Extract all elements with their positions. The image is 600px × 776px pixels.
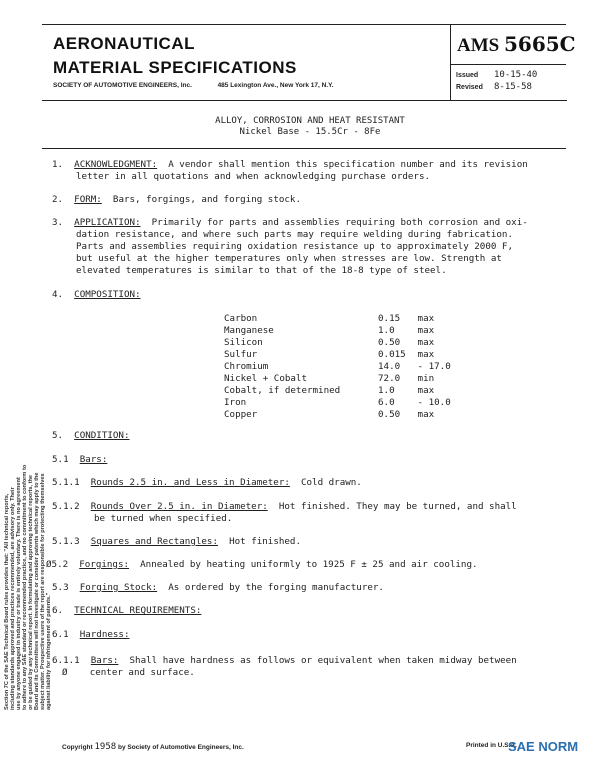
section-3-cont: dation resistance, and where such parts may require welding during fabrication. — [76, 229, 513, 240]
header-society — [53, 82, 334, 89]
section-3: 3. APPLICATION: Primarily for parts and assemblies requiring both corrosion and oxi- — [52, 217, 528, 228]
legal-line: to adhere to any SAE standard or recommended practice, and no commitment to conform to — [22, 464, 28, 710]
section-5-2: Ø5.2 Forgings: Annealed by heating uniformly to 1925 F ± 25 and air cooling. — [46, 559, 478, 570]
section-3-cont: elevated temperatures is similar to that of the 18-8 type of steel. — [76, 265, 447, 276]
title-line1: ALLOY, CORROSION AND HEAT RESISTANT — [215, 116, 405, 126]
header-title-line2: MATERIAL SPECIFICATIONS — [53, 58, 297, 77]
section-5-1-1-head: Rounds 2.5 in. and Less in Diameter: — [90, 477, 290, 488]
legal-line: or be guided by any technical report. In formulating and approving technical reports, the — [28, 475, 34, 710]
composition-row: Sulfur 0.015 max — [224, 349, 435, 360]
section-3-cont: Parts and assemblies requiring oxidation resistance up to approximately 2000 F, — [76, 241, 513, 252]
legal-line: subject matter. Prospective users of the report are responsible for protecting themselves — [40, 473, 46, 710]
issued-date: 10-15-40 — [494, 70, 538, 80]
footer-printed: Printed in U.S.A. — [466, 742, 517, 749]
section-5-1-2: 5.1.2 Rounds Over 2.5 in. in Diameter: Hot finished. They may be turned, and shall — [52, 501, 517, 512]
section-4: 4. COMPOSITION: — [52, 289, 141, 300]
section-1-cont: letter in all quotations and when acknowledging purchase orders. — [76, 171, 431, 182]
section-5-1-head: Bars: — [79, 454, 108, 465]
composition-row: Silicon 0.50 max — [224, 337, 435, 348]
title-rule — [42, 148, 566, 149]
ams-divider — [450, 64, 566, 65]
issued-label: Issued — [456, 72, 479, 79]
society-address: 485 Lexington Ave., New York 17, N.Y. — [217, 82, 334, 89]
ams-code — [457, 32, 576, 57]
section-6-head: TECHNICAL REQUIREMENTS: — [74, 605, 202, 616]
section-1-head: ACKNOWLEDGMENT: — [74, 159, 158, 170]
section-6-1-1-head: Bars: — [90, 655, 119, 666]
ams-prefix: AMS — [457, 35, 500, 56]
footer-copyright: Copyright 1958 by Society of Automotive Engineers, Inc. — [62, 742, 244, 752]
composition-row: Iron 6.0 - 10.0 — [224, 397, 451, 408]
section-5-head: CONDITION: — [74, 430, 130, 441]
ams-number: 5665C — [503, 32, 576, 56]
section-6-1-head: Hardness: — [79, 629, 130, 640]
section-5: 5. CONDITION: — [52, 430, 130, 441]
section-5-2-head: Forgings: — [79, 559, 130, 570]
section-5-1-3: 5.1.3 Squares and Rectangles: Hot finished. — [52, 536, 301, 547]
legal-line: use by anyone engaged in industry or trade is entirely voluntary. There is no agreement — [16, 477, 22, 710]
change-mark: Ø — [62, 667, 68, 678]
composition-row: Manganese 1.0 max — [224, 325, 435, 336]
revised-label: Revised — [456, 84, 483, 91]
revised-date: 8-15-58 — [494, 82, 532, 92]
section-3-head: APPLICATION: — [74, 217, 141, 228]
section-2-head: FORM: — [74, 194, 102, 205]
composition-row: Cobalt, if determined 1.0 max — [224, 385, 435, 396]
section-5-1-2-cont: be turned when specified. — [94, 513, 233, 524]
title-line2: Nickel Base - 15.5Cr - 8Fe — [239, 127, 381, 137]
society-name: SOCIETY OF AUTOMOTIVE ENGINEERS, Inc. — [53, 82, 192, 89]
legal-sidebar — [2, 70, 52, 710]
sae-norm-logo: SAE NORM — [508, 739, 579, 754]
section-5-1-1: 5.1.1 Rounds 2.5 in. and Less in Diameter: Cold drawn. — [52, 477, 362, 488]
composition-row: Carbon 0.15 max — [224, 313, 435, 324]
composition-row: Chromium 14.0 - 17.0 — [224, 361, 451, 372]
section-6-1-1: 6.1.1 Bars: Shall have hardness as follows or equivalent when taken midway between — [52, 655, 517, 666]
section-1: 1. ACKNOWLEDGMENT: A vendor shall mention this specification number and its revision — [52, 159, 528, 170]
revised-row — [456, 82, 532, 92]
legal-line: including standards approved and practices recommended, are advisory only. Their — [10, 487, 16, 710]
section-6: 6. TECHNICAL REQUIREMENTS: — [52, 605, 202, 616]
section-2: 2. FORM: Bars, forgings, and forging stock. — [52, 194, 301, 205]
composition-row: Copper 0.50 max — [224, 409, 435, 420]
footer-year: 1958 — [94, 742, 117, 752]
section-3-cont: but useful at the higher temperatures only when stresses are low. Strength at — [76, 253, 502, 264]
section-6-1: 6.1 Hardness: — [52, 629, 130, 640]
section-5-3: 5.3 Forging Stock: As ordered by the forging manufacturer. — [52, 582, 384, 593]
legal-line: Section 7C of the SAE Technical Board rules provides that: "All technical reports, — [4, 493, 10, 710]
document-title — [150, 116, 470, 138]
section-5-1-3-head: Squares and Rectangles: — [90, 536, 218, 547]
composition-row: Nickel + Cobalt 72.0 min — [224, 373, 435, 384]
section-4-head: COMPOSITION: — [74, 289, 141, 300]
legal-line: against liability for infringement of patents." — [46, 592, 52, 710]
issued-row — [456, 70, 537, 80]
section-6-1-1-cont: Ø center and surface. — [62, 667, 195, 678]
section-5-1: 5.1 Bars: — [52, 454, 108, 465]
section-5-3-head: Forging Stock: — [79, 582, 158, 593]
section-5-1-2-head: Rounds Over 2.5 in. in Diameter: — [90, 501, 268, 512]
change-mark: Ø — [46, 559, 52, 570]
header-title-line1: AERONAUTICAL — [53, 34, 195, 53]
legal-line: Board and its Committees will not investigate or consider patents which may apply to the — [34, 472, 40, 710]
